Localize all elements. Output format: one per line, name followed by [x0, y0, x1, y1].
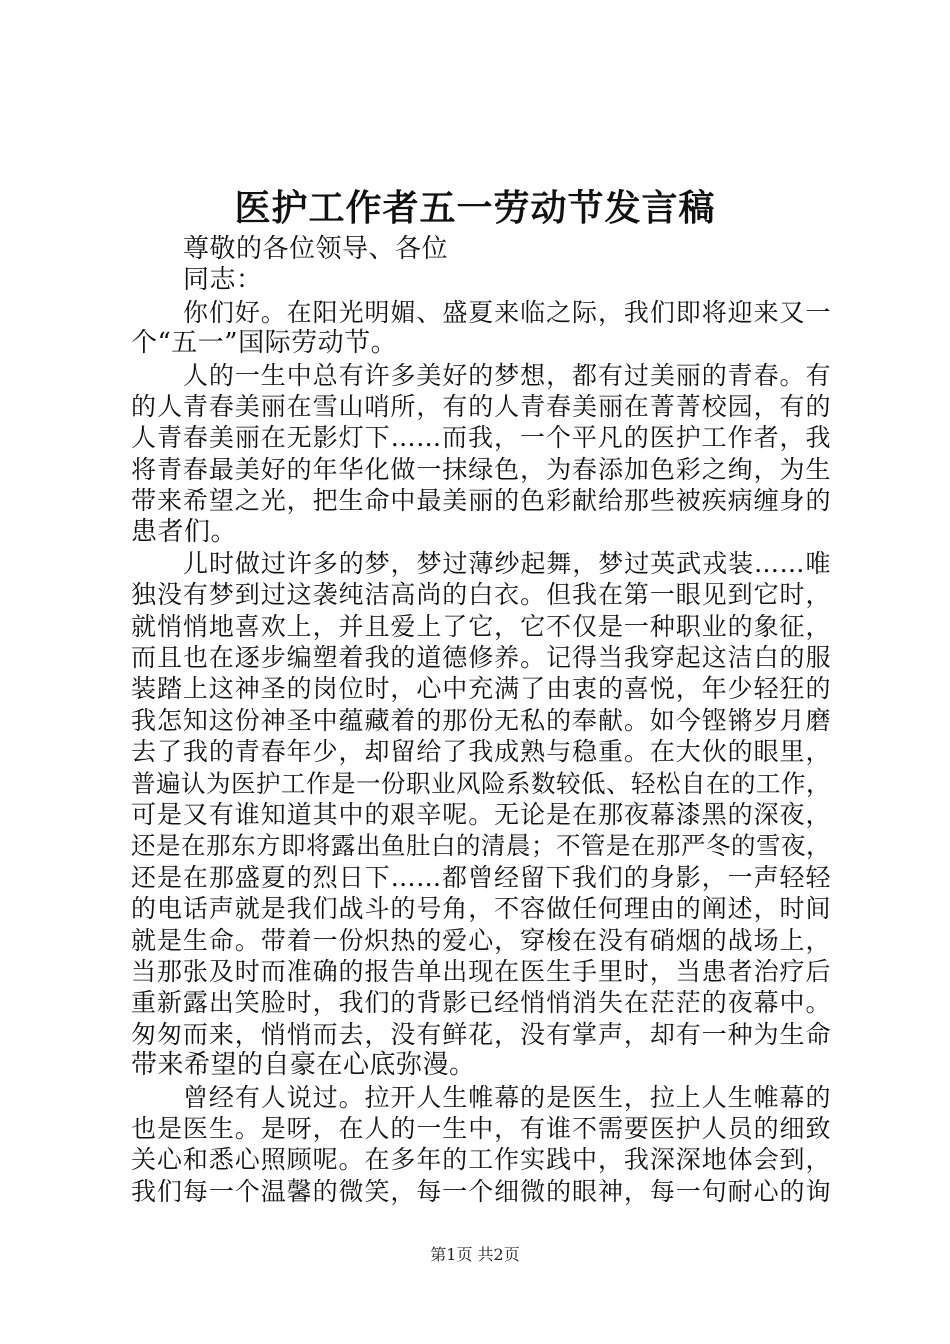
text-line: 曾经有人说过。拉开人生帷幕的是医生，拉上人生帷幕的 — [183, 1082, 831, 1112]
text-line: 而且也在逐步编塑着我的道德修养。记得当我穿起这洁白的服 — [131, 643, 831, 673]
text-line: 的电话声就是我们战斗的号角，不容做任何理由的阐述，时间 — [131, 894, 831, 924]
text-line: 人青春美丽在无影灯下……而我，一个平凡的医护工作者，我 — [131, 423, 831, 453]
text-line: 匆匆而来，悄悄而去，没有鲜花，没有掌声，却有一种为生命 — [131, 1019, 831, 1049]
text-line: 将青春最美好的年华化做一抹绿色，为春添加色彩之绚，为生 — [131, 454, 831, 484]
text-line: 就是生命。带着一份炽热的爱心，穿梭在没有硝烟的战场上， — [131, 925, 831, 955]
page-footer: 第1页 共2页 — [430, 1245, 520, 1264]
text-line: 还是在那盛夏的烈日下……都曾经留下我们的身影，一声轻轻 — [131, 862, 831, 892]
text-line: 去了我的青春年少，却留给了我成熟与稳重。在大伙的眼里， — [131, 737, 831, 767]
text-line: 儿时做过许多的梦，梦过薄纱起舞，梦过英武戎装……唯 — [183, 548, 831, 578]
text-line: 可是又有谁知道其中的艰辛呢。无论是在那夜幕漆黑的深夜， — [131, 800, 831, 830]
document-body — [131, 234, 831, 1207]
text-line: 人的一生中总有许多美好的梦想，都有过美丽的青春。有 — [183, 360, 831, 390]
page-title: 医护工作者五一劳动节发言稿 — [234, 187, 716, 229]
text-line: 你们好。在阳光明媚、盛夏来临之际，我们即将迎来又一 — [183, 297, 831, 327]
text-line: 就悄悄地喜欢上，并且爱上了它，它不仅是一种职业的象征， — [131, 611, 831, 641]
text-line: 我怎知这份神圣中蕴藏着的那份无私的奉献。如今铿锵岁月磨 — [131, 705, 831, 735]
text-line: 关心和悉心照顾呢。在多年的工作实践中，我深深地体会到， — [131, 1145, 831, 1175]
text-line: 同志： — [183, 265, 263, 296]
text-line: 独没有梦到过这袭纯洁高尚的白衣。但我在第一眼见到它时， — [131, 580, 831, 610]
text-line: 的人青春美丽在雪山哨所，有的人青春美丽在菁菁校园，有的 — [131, 391, 831, 421]
text-line: 普遍认为医护工作是一份职业风险系数较低、轻松自在的工作， — [131, 768, 831, 798]
text-line: 带来希望之光，把生命中最美丽的色彩献给那些被疾病缠身的 — [131, 486, 831, 516]
text-line: 还是在那东方即将露出鱼肚白的清晨；不管是在那严冬的雪夜， — [131, 831, 831, 861]
text-line: 患者们。 — [131, 516, 238, 547]
text-line: 当那张及时而准确的报告单出现在医生手里时，当患者治疗后 — [131, 956, 831, 986]
text-line: 装踏上这神圣的岗位时，心中充满了由衷的喜悦，年少轻狂的 — [131, 674, 831, 704]
text-line: 带来希望的自豪在心底弥漫。 — [131, 1050, 476, 1081]
text-line: 尊敬的各位领导、各位 — [183, 234, 449, 264]
text-line: 我们每一个温馨的微笑，每一个细微的眼神，每一句耐心的询 — [131, 1176, 831, 1206]
text-line: 个“五一”国际劳动节。 — [131, 328, 398, 359]
text-line: 也是医生。是呀，在人的一生中，有谁不需要医护人员的细致 — [131, 1113, 831, 1143]
text-line: 重新露出笑脸时，我们的背影已经悄悄消失在茫茫的夜幕中。 — [131, 988, 831, 1018]
